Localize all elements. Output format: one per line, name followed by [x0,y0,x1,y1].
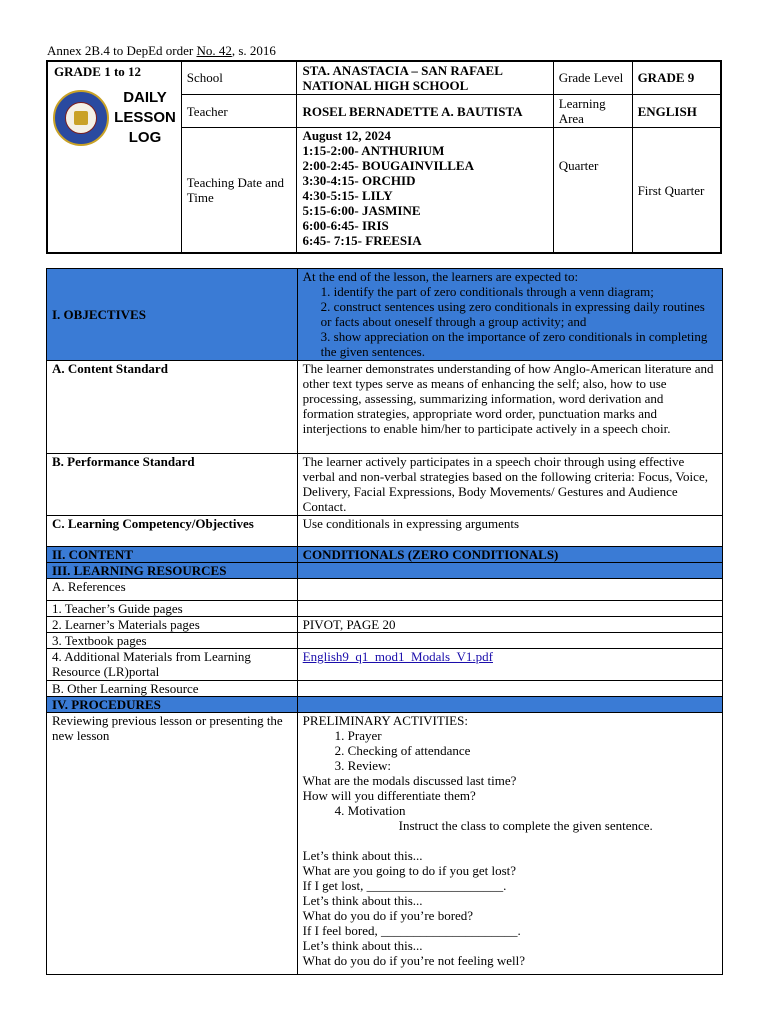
additional-materials-value [297,649,722,681]
schedule-slot: 4:30-5:15- LILY [302,188,393,204]
module-pdf-link[interactable]: English9_q1_mod1_Modals_V1.pdf [302,649,493,664]
competency-label: C. Learning Competency/Objectives [47,516,298,547]
procedure-step: 3. Review: [334,758,391,773]
performance-standard-label: B. Performance Standard [47,454,298,516]
quarter-value: First Quarter [632,128,721,253]
procedure-step: 4. Motivation [334,803,406,818]
schedule-slot: 1:15-2:00- ANTHURIUM [302,143,445,159]
review-label: Reviewing previous lesson or presenting the new lesson [47,713,298,975]
procedures-value [297,697,722,713]
learners-materials-label: 2. Learner’s Materials pages [47,617,298,633]
learning-area-label: Learning Area [553,94,632,127]
other-resource-value [297,681,722,697]
annex-suffix: , s. 2016 [231,43,276,58]
grade-level-label: Grade Level [553,61,632,94]
annex-reference [47,43,276,59]
schedule-slot: 5:15-6:00- JASMINE [302,203,421,219]
motivation-line: Let’s think about this... [302,848,423,863]
learning-resources-value [297,563,722,579]
schedule-slot: 6:45- 7:15- FREESIA [302,233,422,249]
school-value: STA. ANASTACIA – SAN RAFAEL NATIONAL HIGH SCHOOL [297,61,553,94]
schedule-cell [297,128,553,253]
grade-range: GRADE 1 to 12 [54,64,142,79]
grade-level-value: GRADE 9 [632,61,721,94]
teaching-date: August 12, 2024 [302,128,391,144]
motivation-line: What do you do if you’re not feeling well? [302,953,526,968]
grade-logo-cell [47,61,181,253]
procedure-step: 2. Checking of attendance [334,743,471,758]
teachers-guide-value [297,601,722,617]
school-label: School [181,61,297,94]
procedure-step: 1. Prayer [334,728,382,743]
header-table [46,60,722,254]
textbook-label: 3. Textbook pages [47,633,298,649]
daily-lesson-log-title [114,88,176,148]
review-cell [297,713,722,975]
teacher-value: ROSEL BERNADETTE A. BAUTISTA [297,94,553,127]
objective-item: 1. identify the part of zero conditionals through a venn diagram; [320,284,654,299]
annex-order-no: No. 42 [196,43,232,58]
motivation-line: What do you do if you’re bored? [302,908,474,923]
motivation-line: Let’s think about this... [302,938,423,953]
content-standard-text: The learner demonstrates understanding of how Anglo-American literature and other text types serve as means of enhancing the self; also, how to use processing, assessing, summarizing information, word derivation and formation strategies, appropriate word order, punctuation marks and interjections to enable him/her to participate actively in a speech choir. [297,361,722,454]
motivation-line: If I feel bored, _____________________. [302,923,521,938]
objectives-intro: At the end of the lesson, the learners are expected to: [302,269,579,284]
content-label: II. CONTENT [47,547,298,563]
learning-resources-label: III. LEARNING RESOURCES [47,563,298,579]
objective-item: 2. construct sentences using zero conditionals in expressing daily routines or facts about oneself through a group activity; and [320,299,705,329]
schedule-slot: 6:00-6:45- IRIS [302,218,389,234]
content-text: CONDITIONALS (ZERO CONDITIONALS) [297,547,722,563]
log-title-line2: LESSON [114,109,176,126]
motivation-line: If I get lost, _____________________. [302,878,507,893]
schedule-slot: 2:00-2:45- BOUGAINVILLEA [302,158,474,174]
textbook-value [297,633,722,649]
procedures-label: IV. PROCEDURES [47,697,298,713]
lesson-log-table [46,268,723,975]
motivation-line: What are you going to do if you get lost? [302,863,517,878]
motivation-line: Let’s think about this... [302,893,423,908]
review-question: How will you differentiate them? [302,788,476,803]
quarter-label: Quarter [553,128,632,253]
performance-standard-text: The learner actively participates in a speech choir through using effective verbal and non-verbal strategies based on the following criteria: Focus, Voice, Delivery, Facial Expressions, Body Movements/ Gestures and Audience Contact. [297,454,722,516]
deped-seal-icon [53,90,109,146]
learning-area-value: ENGLISH [632,94,721,127]
content-standard-label: A. Content Standard [47,361,298,454]
references-value [297,579,722,601]
preliminary-activities: PRELIMINARY ACTIVITIES: [302,713,468,728]
other-resource-label: B. Other Learning Resource [47,681,298,697]
competency-text: Use conditionals in expressing arguments [297,516,722,547]
objectives-cell [297,269,722,361]
additional-materials-label: 4. Additional Materials from Learning Resource (LR)portal [47,649,298,681]
teacher-label: Teacher [181,94,297,127]
learners-materials-value: PIVOT, PAGE 20 [297,617,722,633]
log-title-line1: DAILY [123,89,167,106]
annex-prefix: Annex 2B.4 to DepEd order [47,43,197,58]
motivation-instruction: Instruct the class to complete the given sentence. [398,818,653,833]
review-question: What are the modals discussed last time? [302,773,517,788]
objective-item: 3. show appreciation on the importance of zero conditionals in completing the given sentences. [320,329,708,359]
schedule-slot: 3:30-4:15- ORCHID [302,173,416,189]
teachers-guide-label: 1. Teacher’s Guide pages [47,601,298,617]
log-title-line3: LOG [128,129,162,146]
references-label: A. References [47,579,298,601]
teaching-date-label: Teaching Date and Time [181,128,297,253]
objectives-label: I. OBJECTIVES [47,269,298,361]
